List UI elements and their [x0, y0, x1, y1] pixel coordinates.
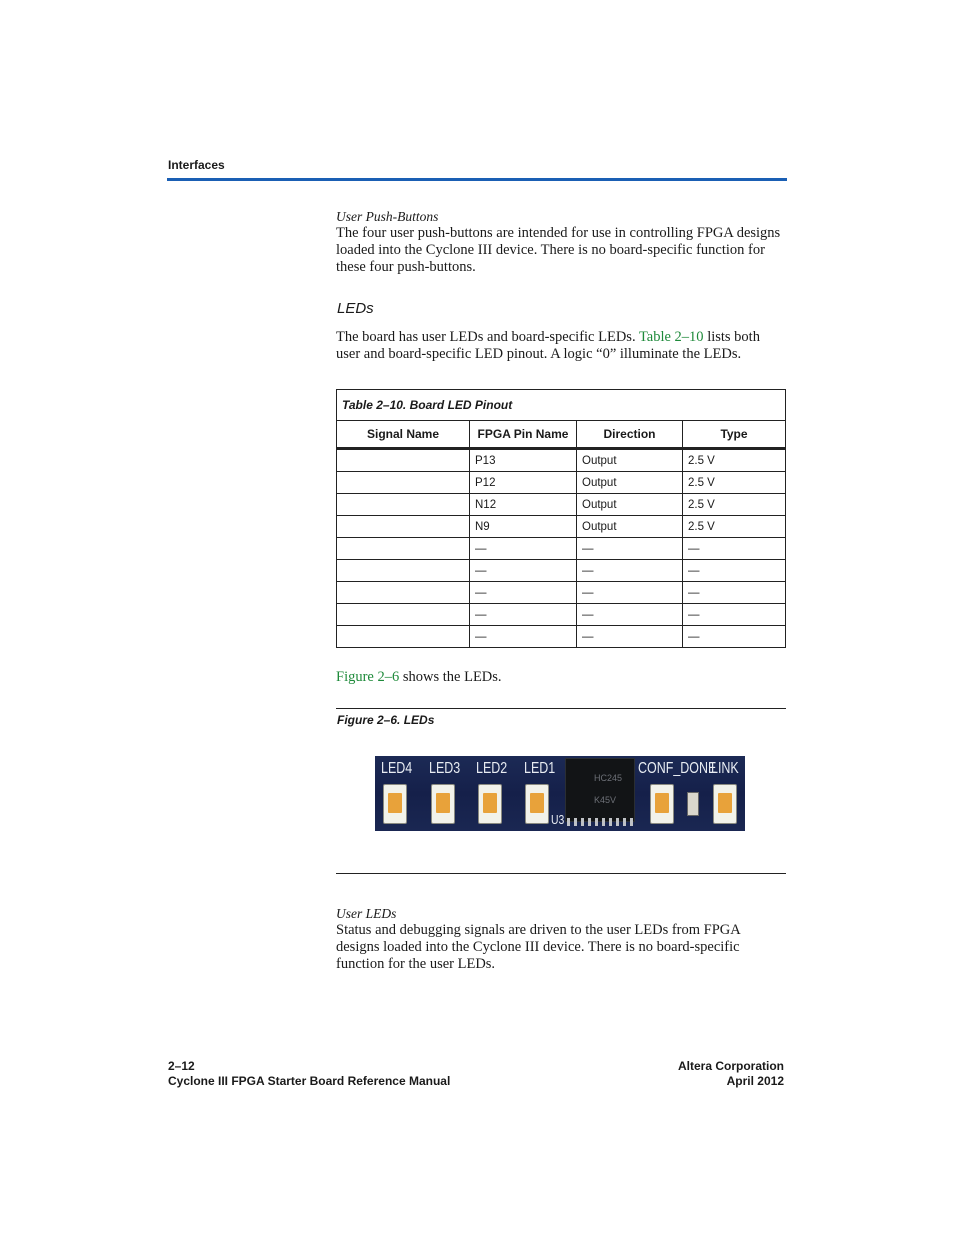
chip-marking: HC245 — [594, 773, 623, 783]
led-pinout-table — [336, 389, 786, 648]
column-header: Signal Name — [337, 421, 470, 449]
table-cell: — — [683, 538, 786, 560]
leds-intro-text-end: lists both user and board-specific LED pinout. A logic “0” illuminate the LEDs. — [336, 329, 760, 362]
u3-chip — [565, 758, 635, 822]
led-component — [713, 784, 737, 824]
led-label: LED1 — [524, 760, 556, 777]
table-cell: Output — [577, 516, 683, 538]
footer-left — [168, 1059, 450, 1089]
led-component — [431, 784, 455, 824]
table-cell — [337, 538, 470, 560]
table-cell — [337, 472, 470, 494]
table-cell: N12 — [470, 494, 577, 516]
table-cell: — — [683, 582, 786, 604]
u3-label: U3 — [551, 812, 565, 827]
table-cell — [337, 582, 470, 604]
table-row — [337, 604, 786, 626]
table-cell: 2.5 V — [683, 472, 786, 494]
led-label: LINK — [711, 760, 739, 777]
led-component — [478, 784, 502, 824]
table-row — [337, 494, 786, 516]
table-cell: — — [577, 538, 683, 560]
led-component — [525, 784, 549, 824]
table-row — [337, 516, 786, 538]
user-leds-section — [336, 905, 786, 973]
table-cell: — — [470, 538, 577, 560]
table-cell: P12 — [470, 472, 577, 494]
table-cell: Output — [577, 494, 683, 516]
resistor-component — [687, 792, 699, 816]
table-cell — [337, 494, 470, 516]
figure-link[interactable]: Figure 2–6 — [336, 669, 400, 685]
push-buttons-section — [336, 208, 786, 276]
table-cell: 2.5 V — [683, 516, 786, 538]
user-leds-heading: User LEDs — [336, 906, 397, 921]
table-cell — [337, 449, 470, 472]
page-number: 2–12 — [168, 1059, 195, 1073]
running-header: Interfaces — [168, 158, 225, 172]
figure-bottom-rule — [336, 873, 786, 874]
table-cell: — — [683, 604, 786, 626]
publish-date: April 2012 — [726, 1074, 784, 1088]
table-cell: — — [470, 626, 577, 648]
column-header: Type — [683, 421, 786, 449]
table-cell: 2.5 V — [683, 494, 786, 516]
table-cell: — — [470, 560, 577, 582]
table-cell — [337, 626, 470, 648]
footer-right — [678, 1059, 784, 1089]
table-cell: — — [683, 560, 786, 582]
leds-heading: LEDs — [337, 300, 374, 317]
user-leds-body: Status and debugging signals are driven to the user LEDs from FPGA designs loaded into the Cyclone III device. There is no board-specific function for the user LEDs. — [336, 922, 740, 972]
table-row — [337, 449, 786, 472]
chip-marking: K45V — [594, 795, 617, 805]
led-component — [383, 784, 407, 824]
table-row — [337, 538, 786, 560]
table-cell: — — [577, 626, 683, 648]
table-cell: — — [577, 604, 683, 626]
table-cell — [337, 560, 470, 582]
led-component — [650, 784, 674, 824]
table-cell: Output — [577, 449, 683, 472]
table-cell: — — [470, 604, 577, 626]
table-row — [337, 560, 786, 582]
table-row — [337, 472, 786, 494]
figure-reference-text: shows the LEDs. — [399, 669, 502, 685]
table-cell: — — [577, 560, 683, 582]
table-cell — [337, 604, 470, 626]
table-row — [337, 582, 786, 604]
led-label: LED4 — [381, 760, 413, 777]
table-cell: N9 — [470, 516, 577, 538]
table-cell: 2.5 V — [683, 449, 786, 472]
figure-title: Figure 2–6. LEDs — [337, 713, 435, 727]
chip-pins — [567, 818, 633, 826]
table-cell: P13 — [470, 449, 577, 472]
figure-top-rule — [336, 708, 786, 709]
table-link[interactable]: Table 2–10 — [638, 329, 704, 345]
figure-reference — [336, 669, 786, 686]
header-rule — [167, 178, 787, 181]
push-buttons-heading: User Push-Buttons — [336, 209, 439, 224]
column-header: Direction — [577, 421, 683, 449]
column-header: FPGA Pin Name — [470, 421, 577, 449]
table-cell: — — [470, 582, 577, 604]
led-label: LED2 — [476, 760, 508, 777]
led-label: LED3 — [429, 760, 461, 777]
leds-intro — [336, 329, 786, 363]
table-caption: Table 2–10. Board LED Pinout — [337, 390, 786, 421]
table-cell: — — [577, 582, 683, 604]
leds-photo — [375, 756, 745, 831]
push-buttons-body: The four user push-buttons are intended for use in controlling FPGA designs loaded into the Cyclone III device. There is no board-specific function for these four push-buttons. — [336, 225, 781, 275]
company-name: Altera Corporation — [677, 1059, 784, 1073]
table-cell: Output — [577, 472, 683, 494]
leds-intro-text: The board has user LEDs and board-specific LEDs. — [336, 329, 639, 345]
table-row — [337, 626, 786, 648]
table-cell: — — [683, 626, 786, 648]
table-cell — [337, 516, 470, 538]
manual-title: Cyclone III FPGA Starter Board Reference Manual — [168, 1074, 451, 1088]
led-label: CONF_DONE — [638, 760, 717, 777]
